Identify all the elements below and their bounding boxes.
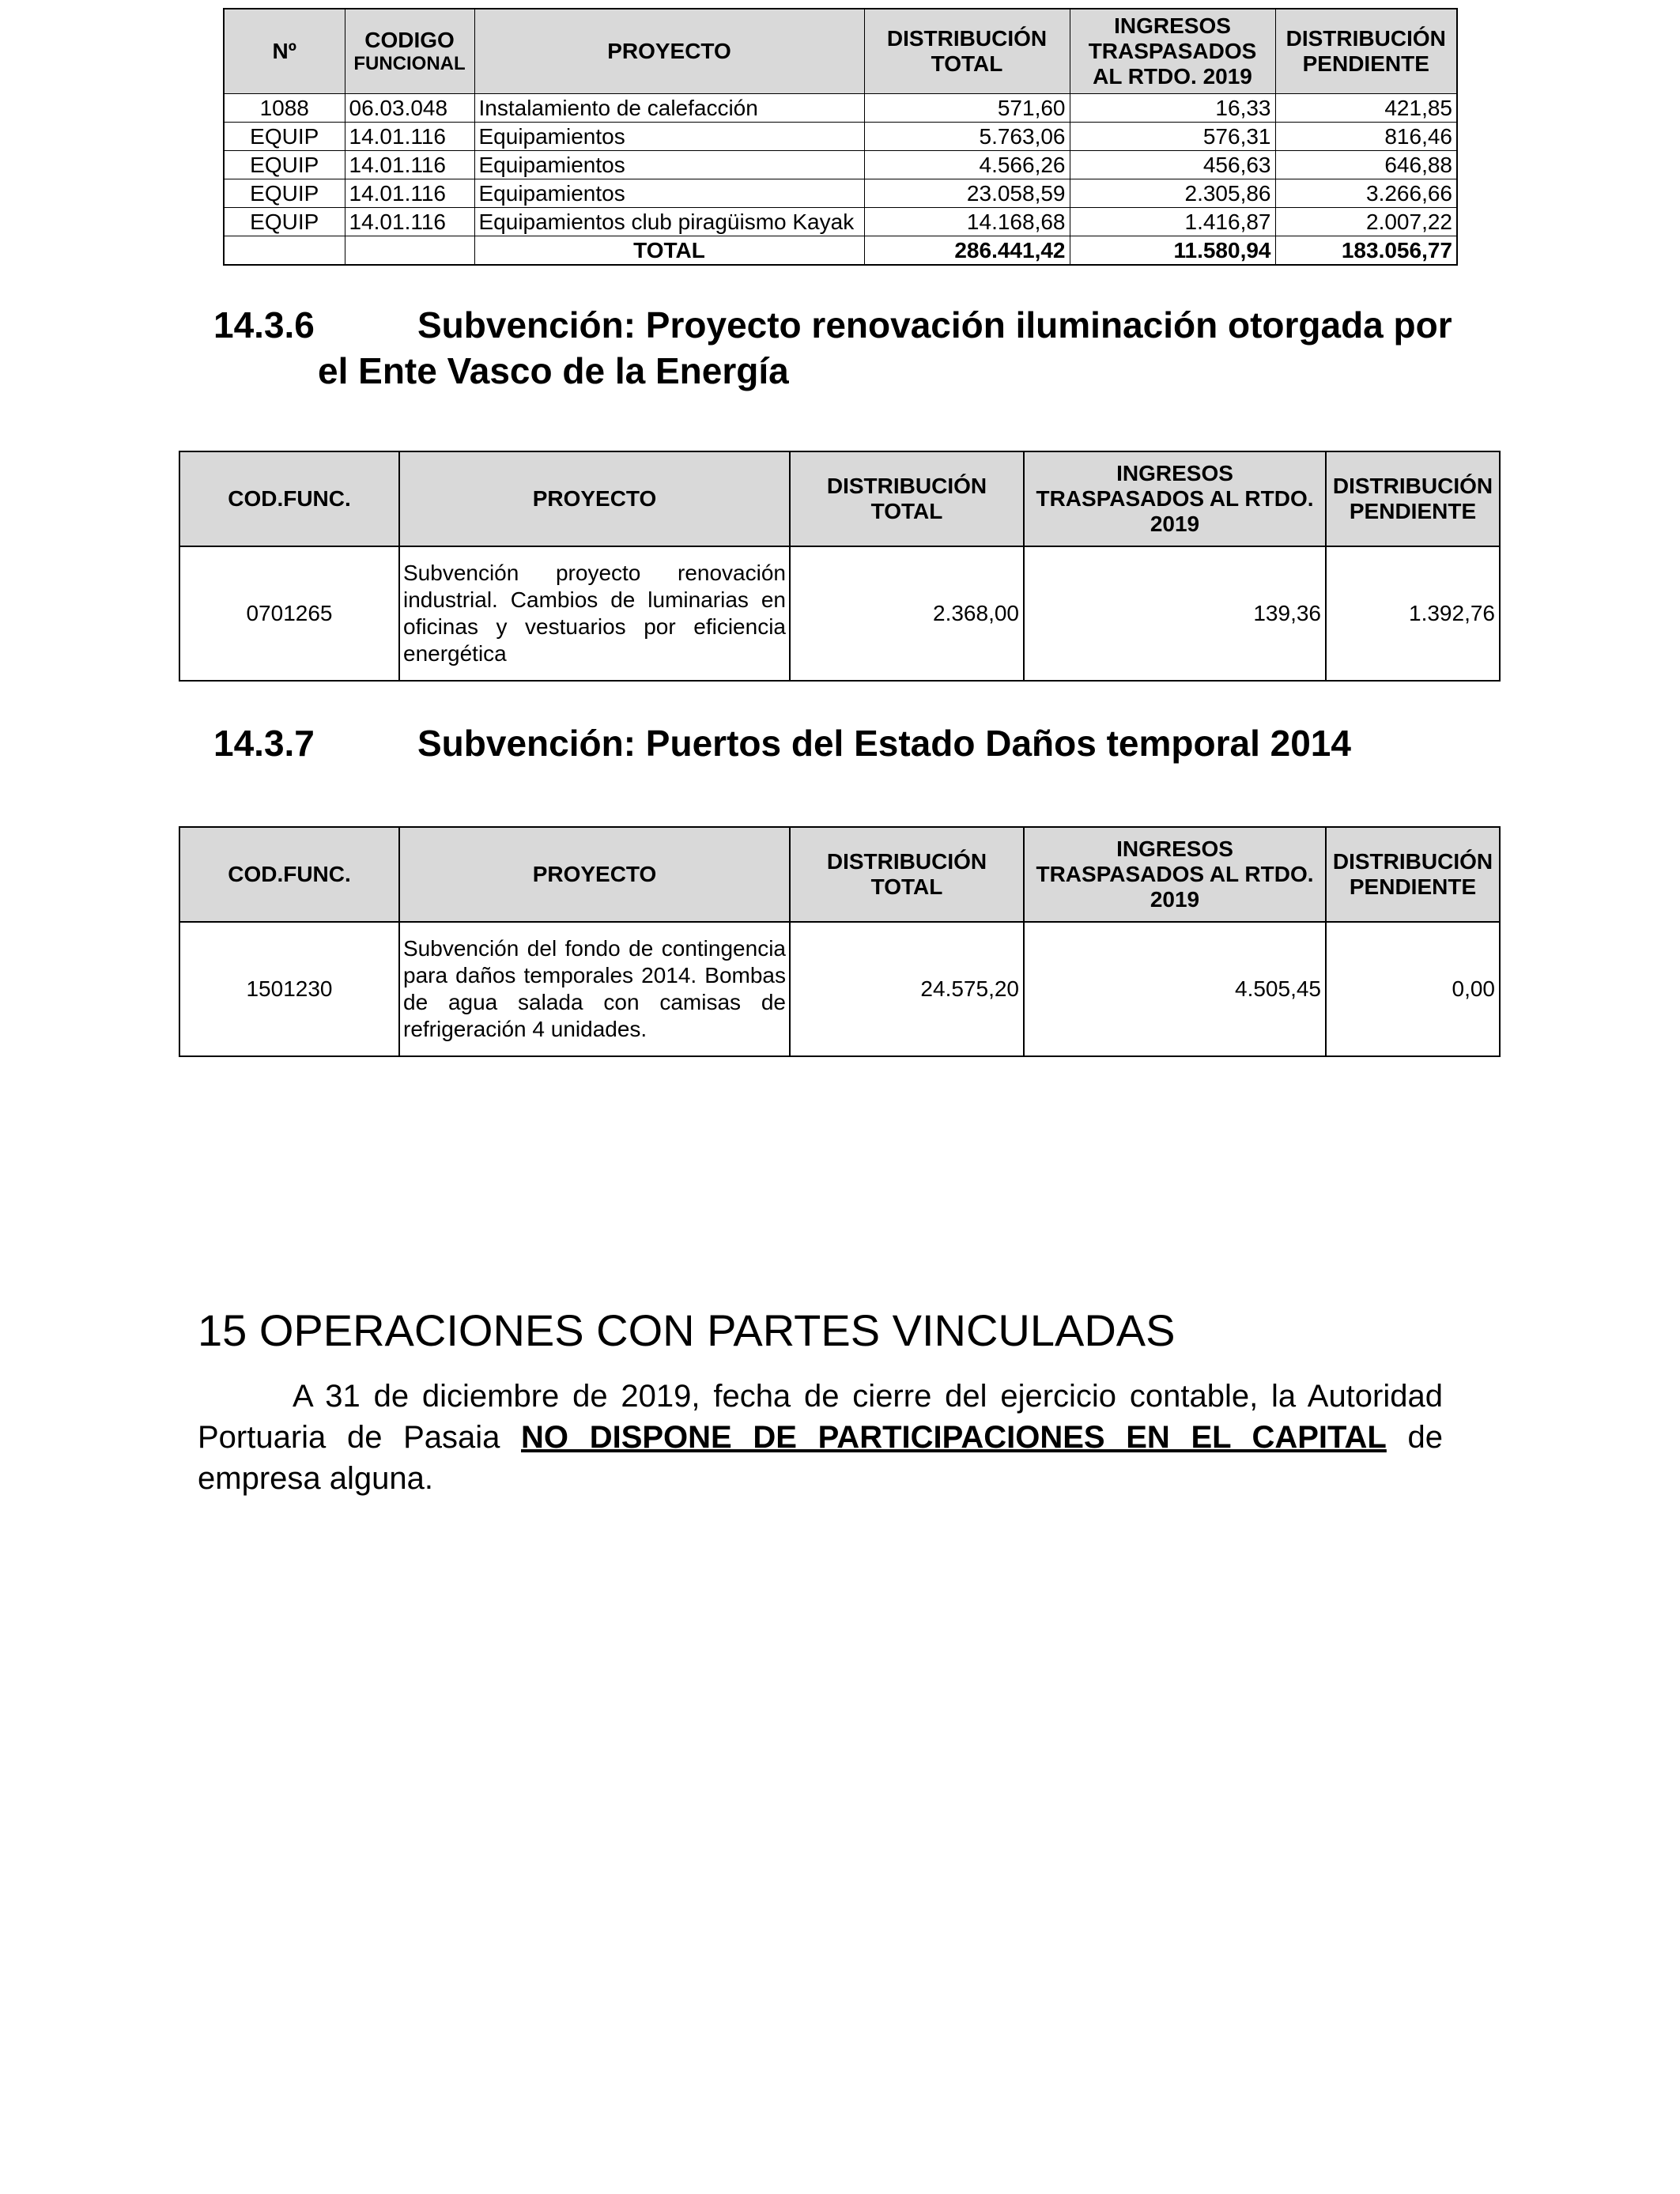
paragraph-emphasis: NO DISPONE DE PARTICIPACIONES EN EL CAPITAL [521, 1420, 1387, 1455]
header-proyecto: PROYECTO [474, 9, 864, 94]
cell-proyecto: Subvención del fondo de contingencia para daños temporales 2014. Bombas de agua salada con camisas de refrigeración 4 unidades. [399, 922, 790, 1056]
section-heading-14-3-6 [213, 303, 1452, 347]
cell-codigo: 14.01.116 [345, 208, 474, 236]
cell-pendiente: 0,00 [1326, 922, 1500, 1056]
cell-ingresos: 456,63 [1070, 151, 1275, 179]
cell-total: 4.566,26 [864, 151, 1070, 179]
table-row [224, 123, 1457, 151]
cell-n: 1088 [224, 94, 345, 123]
header-cod-func: COD.FUNC. [179, 451, 399, 546]
total-label: TOTAL [474, 236, 864, 266]
cell-codigo: 14.01.116 [345, 151, 474, 179]
section-heading-14-3-7 [213, 721, 1351, 765]
cell-cod: 1501230 [179, 922, 399, 1056]
cell-n: EQUIP [224, 208, 345, 236]
cell-pendiente: 421,85 [1275, 94, 1457, 123]
cell-proyecto: Equipamientos [474, 179, 864, 208]
section-15-title: 15 OPERACIONES CON PARTES VINCULADAS [198, 1305, 1176, 1355]
header-proyecto: PROYECTO [399, 451, 790, 546]
cell-empty [345, 236, 474, 266]
cell-total: 14.168,68 [864, 208, 1070, 236]
cell-ingresos: 576,31 [1070, 123, 1275, 151]
header-codigo-line1: CODIGO [364, 28, 455, 53]
cell-proyecto: Equipamientos club piragüismo Kayak [474, 208, 864, 236]
header-distribucion-total: DISTRIBUCIÓN TOTAL [790, 451, 1024, 546]
cell-ingresos: 4.505,45 [1024, 922, 1326, 1056]
table-header-row [224, 9, 1457, 94]
cell-pendiente: 816,46 [1275, 123, 1457, 151]
section-15-paragraph [198, 1376, 1443, 1499]
cell-total: 2.368,00 [790, 546, 1024, 681]
header-ingresos: INGRESOS TRASPASADOS AL RTDO. 2019 [1070, 9, 1275, 94]
paragraph-text-before: A 31 de diciembre de 2019, fecha de cierre del ejercicio contable, la Autoridad Portuaria de Pasaia [198, 1379, 1443, 1455]
table-row [179, 922, 1500, 1056]
cell-n: EQUIP [224, 179, 345, 208]
header-distribucion-total: DISTRIBUCIÓN TOTAL [864, 9, 1070, 94]
table-row [179, 546, 1500, 681]
header-proyecto: PROYECTO [399, 827, 790, 922]
table-header-row [179, 451, 1500, 546]
cell-codigo: 14.01.116 [345, 179, 474, 208]
cell-proyecto: Equipamientos [474, 151, 864, 179]
header-distribucion-pendiente: DISTRIBUCIÓN PENDIENTE [1275, 9, 1457, 94]
cell-codigo: 14.01.116 [345, 123, 474, 151]
header-ingresos: INGRESOS TRASPASADOS AL RTDO. 2019 [1024, 451, 1326, 546]
subvencion-puertos-table [179, 826, 1501, 1057]
header-codigo-line2: FUNCIONAL [353, 53, 466, 75]
cell-pendiente: 3.266,66 [1275, 179, 1457, 208]
header-ingresos: INGRESOS TRASPASADOS AL RTDO. 2019 [1024, 827, 1326, 922]
cell-proyecto: Instalamiento de calefacción [474, 94, 864, 123]
section-number: 14.3.6 [213, 304, 315, 346]
paragraph-text-after: de empresa alguna. [198, 1420, 1443, 1496]
total-distribucion: 286.441,42 [864, 236, 1070, 266]
section-title-line1: Subvención: Proyecto renovación iluminación otorgada por [417, 304, 1452, 346]
cell-total: 23.058,59 [864, 179, 1070, 208]
cell-ingresos: 2.305,86 [1070, 179, 1275, 208]
header-distribucion-pendiente: DISTRIBUCIÓN PENDIENTE [1326, 451, 1500, 546]
section-title-line2: el Ente Vasco de la Energía [318, 350, 789, 391]
cell-ingresos: 139,36 [1024, 546, 1326, 681]
header-codigo-funcional [345, 9, 474, 94]
cell-ingresos: 16,33 [1070, 94, 1275, 123]
table-row [224, 208, 1457, 236]
table-row [224, 179, 1457, 208]
cell-proyecto: Equipamientos [474, 123, 864, 151]
cell-total: 571,60 [864, 94, 1070, 123]
cell-n: EQUIP [224, 123, 345, 151]
header-distribucion-pendiente: DISTRIBUCIÓN PENDIENTE [1326, 827, 1500, 922]
cell-total: 24.575,20 [790, 922, 1024, 1056]
cell-n: EQUIP [224, 151, 345, 179]
table-row [224, 94, 1457, 123]
cell-pendiente: 2.007,22 [1275, 208, 1457, 236]
table-row [224, 151, 1457, 179]
header-n: Nº [224, 9, 345, 94]
distribution-table [223, 8, 1458, 266]
total-ingresos: 11.580,94 [1070, 236, 1275, 266]
cell-codigo: 06.03.048 [345, 94, 474, 123]
cell-pendiente: 1.392,76 [1326, 546, 1500, 681]
cell-pendiente: 646,88 [1275, 151, 1457, 179]
header-cod-func: COD.FUNC. [179, 827, 399, 922]
subvencion-ente-vasco-table [179, 451, 1501, 682]
table-header-row [179, 827, 1500, 922]
section-number: 14.3.7 [213, 723, 315, 764]
total-row [224, 236, 1457, 266]
total-pendiente: 183.056,77 [1275, 236, 1457, 266]
cell-proyecto: Subvención proyecto renovación industrial. Cambios de luminarias en oficinas y vestuarios por eficiencia energética [399, 546, 790, 681]
header-distribucion-total: DISTRIBUCIÓN TOTAL [790, 827, 1024, 922]
cell-total: 5.763,06 [864, 123, 1070, 151]
cell-ingresos: 1.416,87 [1070, 208, 1275, 236]
section-title: Subvención: Puertos del Estado Daños temporal 2014 [417, 723, 1351, 764]
cell-cod: 0701265 [179, 546, 399, 681]
cell-empty [224, 236, 345, 266]
